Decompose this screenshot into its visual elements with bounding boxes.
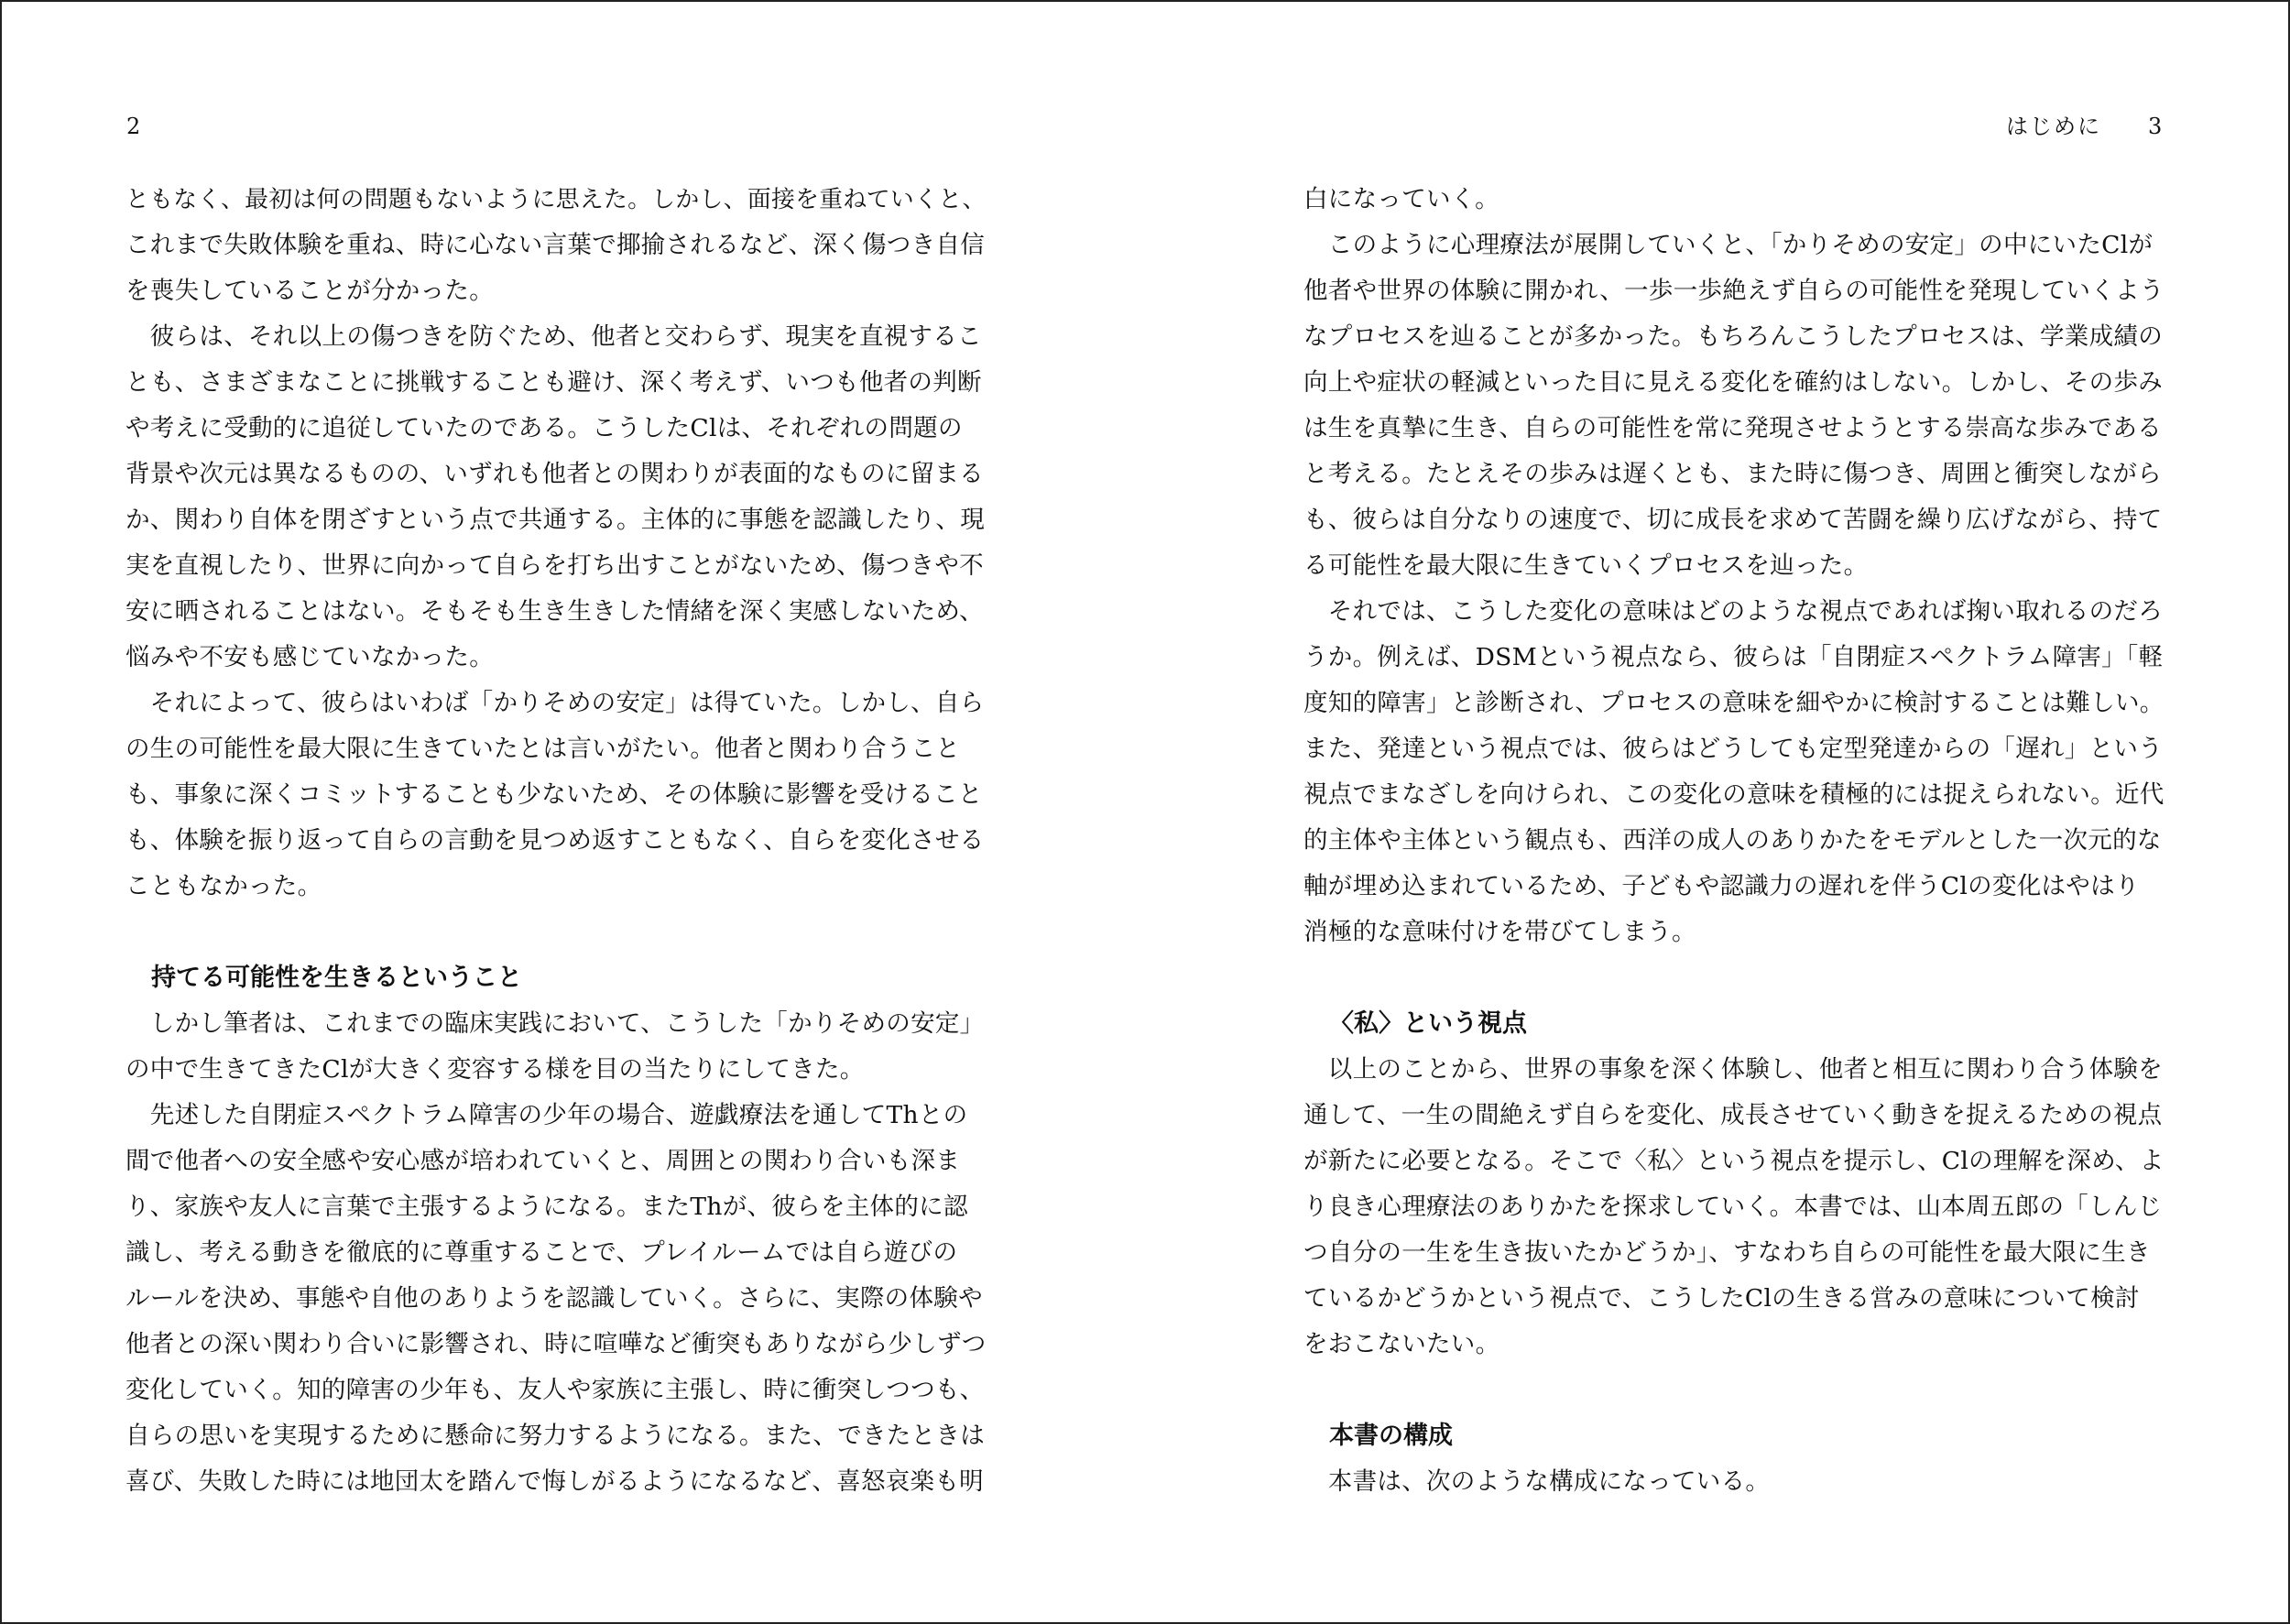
section-gap (1303, 1368, 2169, 1413)
text-line: 度知的障害」と診断され、プロセスの意味を細やかに検討することは難しい。 (1303, 689, 2165, 717)
text-line: ともなく、最初は何の問題もないように思えた。しかし、面接を重ねていくと、 (125, 186, 987, 213)
text-line: 彼らは、それ以上の傷つきを防ぐため、他者と交わらず、現実を直視するこ (125, 322, 982, 351)
section-gap (1303, 955, 2169, 1001)
text-line: り良き心理療法のありかたを探求していく。本書では、山本周五郎の「しんじ (1303, 1193, 2163, 1221)
text-line: こともなかった。 (125, 872, 322, 900)
text-line: 白になっていく。 (1303, 185, 1499, 213)
text-line: が新たに必要となる。そこで〈私〉という視点を提示し、Clの理解を深め、よ (1303, 1147, 2165, 1175)
text-line: つ自分の一生を生き抜いたかどうか」、すなわち自らの可能性を最大限に生き (1303, 1238, 2151, 1267)
text-line: 視点でまなざしを向けられ、この変化の意味を積極的には捉えられない。近代 (1303, 780, 2165, 809)
text-line: 他者との深い関わり合いに影響され、時に喧嘩など衝突もありながら少しずつ (125, 1330, 987, 1358)
text-line: 変化していく。知的障害の少年も、友人や家族に主張し、時に衝突しつつも、 (125, 1376, 985, 1404)
page-number: 2 (126, 114, 141, 139)
text-line: は生を真摯に生き、自らの可能性を常に発現させようとする崇高な歩みである (1303, 414, 2162, 442)
text-line: 安に晒されることはない。そもそも生き生きした情緒を深く実感しないため、 (125, 597, 984, 626)
text-line: 他者や世界の体験に開かれ、一歩一歩絶えず自らの可能性を発現していくよう (1303, 277, 2165, 305)
text-line: の生の可能性を最大限に生きていたとは言いがたい。他者と関わり合うこと (125, 735, 961, 763)
running-head: はじめに (2006, 114, 2101, 139)
text-line: しかし筆者は、これまでの臨床実践において、こうした「かりそめの安定」 (125, 1009, 985, 1038)
text-line: このように心理療法が展開していくと、「かりそめの安定」の中にいたClが (1303, 231, 2154, 259)
text-line: か、関わり自体を閉ざすという点で共通する。主体的に事態を認識したり、現 (125, 506, 985, 534)
text-line: ているかどうかという視点で、こうしたClの生きる営みの意味について検討 (1303, 1284, 2140, 1313)
text-line: 識し、考える動きを徹底的に尊重することで、プレイルームでは自ら遊びの (125, 1238, 958, 1267)
text-line: り、家族や友人に言葉で主張するようになる。またThが、彼らを主体的に認 (125, 1193, 968, 1221)
body-text (125, 177, 991, 1505)
text-line: 通して、一生の間絶えず自らを変化、成長させていく動きを捉えるための視点 (1303, 1101, 2163, 1129)
text-line: ルールを決め、事態や自他のありようを認識していく。さらに、実際の体験や (125, 1284, 983, 1313)
text-line: 以上のことから、世界の事象を深く体験し、他者と相互に関わり合う体験を (1303, 1055, 2163, 1084)
text-line: 軸が埋め込まれているため、子どもや認識力の遅れを伴うClの変化はやはり (1303, 872, 2140, 900)
text-line: も、彼らは自分なりの速度で、切に成長を求めて苦闘を繰り広げながら、持て (1303, 506, 2163, 534)
section-heading: 〈私〉という視点 (1329, 1009, 1527, 1038)
text-line: 先述した自閉症スペクトラム障害の少年の場合、遊戯療法を通してThとの (125, 1101, 968, 1129)
text-line: 喜び、失敗した時には地団太を踏んで悔しがるようになるなど、喜怒哀楽も明 (125, 1467, 984, 1496)
text-line: る可能性を最大限に生きていくプロセスを辿った。 (1303, 551, 1869, 580)
section-heading: 本書の構成 (1329, 1422, 1453, 1450)
text-line: 消極的な意味付けを帯びてしまう。 (1303, 918, 1696, 946)
text-line: なプロセスを辿ることが多かった。もちろんこうしたプロセスは、学業成績の (1303, 322, 2163, 351)
section-heading: 持てる可能性を生きるということ (151, 964, 522, 992)
text-line: も、事象に深くコミットすることも少ないため、その体験に影響を受けること (125, 780, 983, 809)
text-line: や考えに受動的に追従していたのである。こうしたClは、それぞれの問題の (125, 414, 963, 442)
text-line: 的主体や主体という観点も、西洋の成人のありかたをモデルとした一次元的な (1303, 826, 2162, 855)
page-number: 3 (2148, 114, 2163, 139)
text-line: 実を直視したり、世界に向かって自らを打ち出すことがないため、傷つきや不 (125, 551, 984, 580)
text-line: それによって、彼らはいわば「かりそめの安定」は得ていた。しかし、自ら (125, 689, 985, 717)
text-line: それでは、こうした変化の意味はどのような視点であれば掬い取れるのだろ (1303, 597, 2163, 626)
text-line: また、発達という視点では、彼らはどうしても定型発達からの「遅れ」という (1303, 735, 2163, 763)
section-gap (125, 910, 991, 955)
right-page (1145, 0, 2290, 1624)
text-line: 自らの思いを実現するために懸命に努力するようになる。また、できたときは (125, 1422, 985, 1450)
text-line: 悩みや不安も感じていなかった。 (125, 643, 494, 671)
body-text (1303, 177, 2169, 1505)
text-line: をおこないたい。 (1303, 1330, 1500, 1358)
text-line: を喪失していることが分かった。 (125, 277, 494, 305)
text-line: 間で他者への安全感や安心感が培われていくと、周囲との関わり合いも深ま (125, 1147, 961, 1175)
text-line: 本書は、次のような構成になっている。 (1303, 1467, 1771, 1496)
text-line: とも、さまざまなことに挑戦することも避け、深く考えず、いつも他者の判断 (125, 368, 982, 397)
text-line: これまで失敗体験を重ね、時に心ない言葉で揶揄されるなど、深く傷つき自信 (125, 231, 985, 259)
text-line: と考える。たとえその歩みは遅くとも、また時に傷つき、周囲と衝突しながら (1303, 460, 2162, 488)
text-line: 向上や症状の軽減といった目に見える変化を確約はしない。しかし、その歩み (1303, 368, 2163, 397)
text-line: 背景や次元は異なるものの、いずれも他者との関わりが表面的なものに留まる (125, 460, 984, 488)
text-line: の中で生きてきたClが大きく変容する様を目の当たりにしてきた。 (125, 1055, 865, 1084)
text-line: も、体験を振り返って自らの言動を見つめ返すこともなく、自らを変化させる (125, 826, 985, 855)
text-line: うか。例えば、DSMという視点なら、彼らは「自閉症スペクトラム障害」「軽 (1303, 643, 2164, 671)
